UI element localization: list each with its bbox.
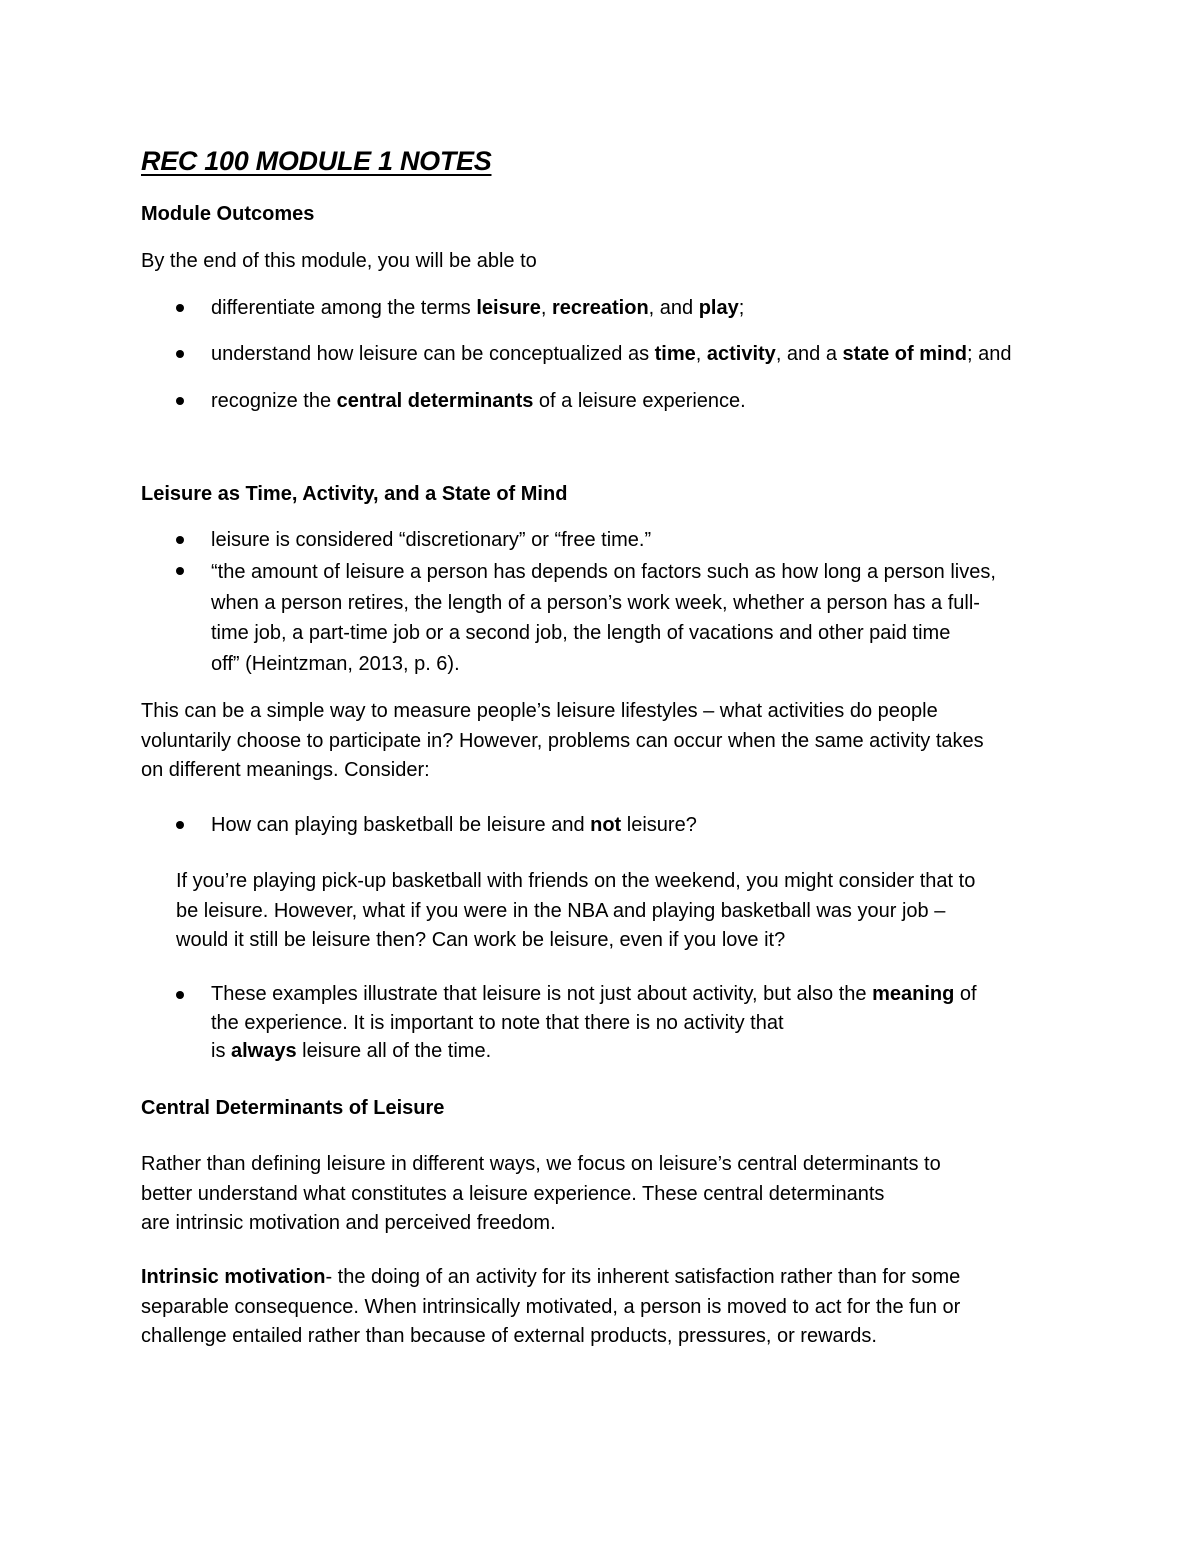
leisure-bullet-2: “the amount of leisure a person has depends on factors such as how long a person lives, when a person retires, the length of a person’s work week, whether a person has a full- time job, a part-time job or a second job, the length of vacations and other paid time off” (Heintzman, 2013, p. 6). xyxy=(211,561,996,675)
bullet-icon xyxy=(176,567,184,575)
outcome-item-3: recognize the central determinants of a leisure experience. xyxy=(211,390,746,412)
bullet-icon xyxy=(176,304,184,312)
central-determinants-heading: Central Determinants of Leisure xyxy=(141,1097,445,1119)
examples-bullet: These examples illustrate that leisure is not just about activity, but also the meaning of the experience. It is important to note that there is no activity that is always leisure all of the time. xyxy=(211,983,977,1062)
central-paragraph: Rather than defining leisure in different ways, we focus on leisure’s central determinants to better understand what constitutes a leisure experience. These central determinants are intrinsic motivation and perceived freedom. xyxy=(141,1153,941,1234)
bullet-icon xyxy=(176,397,184,405)
leisure-bullet-1: leisure is considered “discretionary” or “free time.” xyxy=(211,529,652,551)
module-outcomes-heading: Module Outcomes xyxy=(141,203,315,225)
leisure-paragraph: This can be a simple way to measure people’s leisure lifestyles – what activities do people voluntarily choose to participate in? However, problems can occur when the same activity takes on different meanings. Consider: xyxy=(141,700,984,781)
leisure-section-heading: Leisure as Time, Activity, and a State of Mind xyxy=(141,483,568,505)
bullet-icon xyxy=(176,821,184,829)
bullet-icon xyxy=(176,991,184,999)
intrinsic-motivation-paragraph: Intrinsic motivation- the doing of an activity for its inherent satisfaction rather than for some separable consequence. When intrinsically motivated, a person is moved to act for the fun or challenge entailed rather than because of external products, pressures, or rewards. xyxy=(141,1266,961,1347)
outcome-item-2: understand how leisure can be conceptualized as time, activity, and a state of mind; and xyxy=(211,343,1012,365)
bullet-icon xyxy=(176,536,184,544)
outcomes-intro: By the end of this module, you will be able to xyxy=(141,250,537,272)
basketball-question: How can playing basketball be leisure and not leisure? xyxy=(211,814,697,836)
outcome-item-1: differentiate among the terms leisure, recreation, and play; xyxy=(211,297,745,319)
intrinsic-motivation-term: Intrinsic motivation xyxy=(141,1266,326,1288)
bullet-icon xyxy=(176,350,184,358)
page-title: REC 100 MODULE 1 NOTES xyxy=(141,146,492,176)
basketball-answer: If you’re playing pick-up basketball with friends on the weekend, you might consider that to be leisure. However, what if you were in the NBA and playing basketball was your job – would it still be leisure then? Can work be leisure, even if you love it? xyxy=(176,870,976,951)
